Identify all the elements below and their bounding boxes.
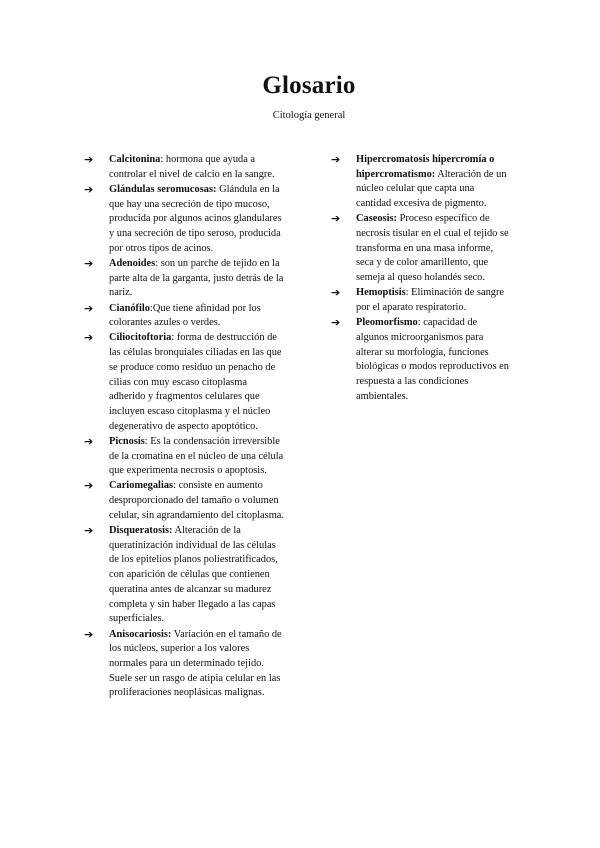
arrow-bullet-icon: ➔ [331,212,341,226]
glossary-term: Caseosis: [356,213,397,225]
glossary-definition: Variación en el tamaño de los núcleos, superior a los valores normales para un determinado tejido. Suele ser un rasgo de atipia celular en las proliferaciones neoplásicas malignas. [109,628,282,699]
arrow-bullet-icon: ➔ [84,331,94,345]
page-subtitle: Citología general [272,110,346,121]
arrow-bullet-icon: ➔ [84,301,94,315]
arrow-bullet-icon: ➔ [331,316,341,330]
glossary-entry [331,153,511,212]
glossary-definition: Alteración de la queratinización individual de las células de los epitelios planos poliestratificados, con aparición de células que contienen queratina antes de alcanzar su madurez completa y sin haber llegado a las capas superficiales. [109,525,278,625]
glossary-entry [84,435,284,479]
arrow-bullet-icon: ➔ [84,479,94,493]
glossary-definition: : consiste en aumento desproporcionado del tamaño o volumen celular, sin agrandamiento del citoplasma. [109,480,285,521]
glossary-term: Calcitonina [109,154,161,165]
glossary-entry [331,316,511,404]
glossary-definition: : Es la condensación irreversible de la cromatina en el núcleo de una célula que experimenta necrosis o apoptosis. [109,435,284,477]
glossary-entry [84,628,284,702]
glossary-entry [84,302,284,331]
glossary-definition: : forma de destrucción de las células bronquiales ciliadas en las que se produce como residuo un penacho de cilias con muy escaso citoplasma adherido y fragmentos celulares que incluyen escaso citoplasma y el núcleo degenerativo de aspecto apoptótico. [109,332,282,432]
arrow-bullet-icon: ➔ [84,256,94,270]
arrow-bullet-icon: ➔ [84,434,94,448]
glossary-left-column [84,153,284,702]
glossary-entry [84,153,284,182]
glossary-entry [84,524,284,627]
glossary-term: Hipercromatosis hipercromía o hipercromatismo: [356,154,495,180]
glossary-entry [84,183,284,257]
glossary-term: Picnosis [109,435,145,447]
glossary-entry [84,257,284,301]
glossary-entry [331,212,511,286]
arrow-bullet-icon: ➔ [84,627,94,641]
arrow-bullet-icon: ➔ [84,182,94,196]
glossary-term: Anisocariosis: [109,628,172,640]
glossary-term: Glándulas seromucosas: [109,183,217,195]
glossary-entry [84,331,284,434]
glossary-definition: Alteración de un núcleo celular que capta una cantidad excesiva de pigmento. [356,168,507,210]
arrow-bullet-icon: ➔ [331,153,341,166]
glossary-definition: Glándula en la que hay una secreción de tipo mucoso, producida por algunos acinos glandulares y una secreción de tipo seroso, producida por otros tipos de acinos. [109,183,282,254]
glossary-term: Pleomorfismo [356,317,418,329]
glossary-term: Cariomegalias [109,480,174,492]
glossary-term: Adenoides [109,257,156,269]
arrow-bullet-icon: ➔ [84,524,94,538]
arrow-bullet-icon: ➔ [84,153,94,166]
glossary-term: Hemoptisis [356,287,406,299]
arrow-bullet-icon: ➔ [331,286,341,300]
glossary-definition: : hormona que ayuda a controlar el nivel de calcio en la sangre. [109,154,275,180]
glossary-right-column [331,153,511,405]
glossary-definition: :Que tiene afinidad por los colorantes azules o verdes. [109,302,261,329]
glossary-definition: : capacidad de algunos microorganismos para alterar su morfología, funciones biológicas o modos reproductivos en respuesta a las condiciones ambientales. [356,317,509,402]
page-title: Glosario [262,72,356,99]
glossary-definition: Proceso específico de necrosis tisular en el cual el tejido se transforma en una masa informe, seca y de color amarillento, que semeja al queso holandés seco. [356,213,509,284]
glossary-definition: : Eliminación de sangre por el aparato respiratorio. [356,287,505,314]
glossary-term: Cianófilo [109,302,150,314]
glossary-term: Disqueratosis: [109,525,173,537]
glossary-entry [84,479,284,523]
glossary-entry [331,286,511,315]
glossary-term: Ciliocitoftoria [109,332,172,344]
glossary-definition: : son un parche de tejido en la parte alta de la garganta, justo detrás de la nariz. [109,257,284,299]
